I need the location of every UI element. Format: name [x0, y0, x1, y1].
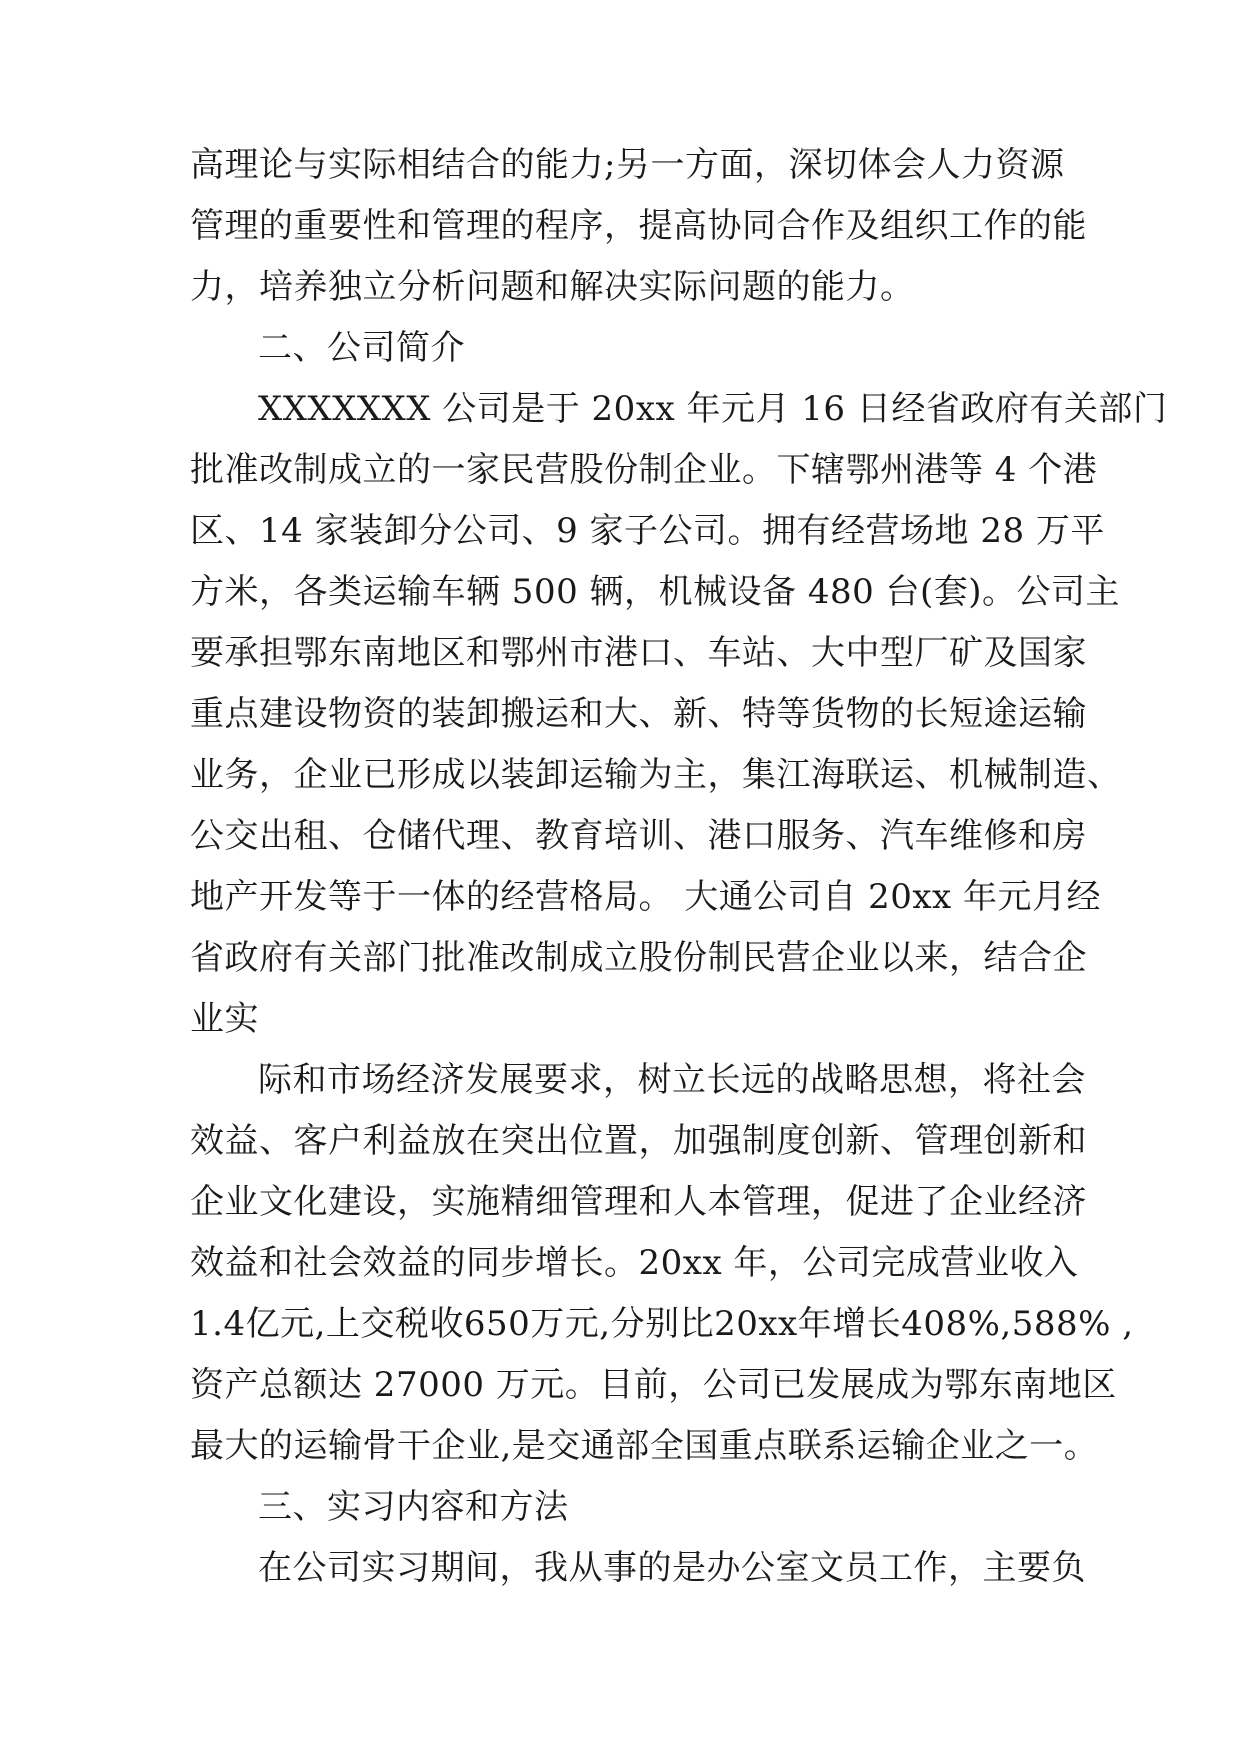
paragraph-line: 地产开发等于一体的经营格局。 大通公司自 20xx 年元月经: [190, 877, 1102, 917]
paragraph-line: 最大的运输骨干企业,是交通部全国重点联系运输企业之一。: [190, 1426, 1099, 1466]
paragraph-line: 效益、客户利益放在突出位置，加强制度创新、管理创新和: [190, 1121, 1087, 1161]
paragraph-line: 要承担鄂东南地区和鄂州市港口、车站、大中型厂矿及国家: [190, 633, 1087, 673]
paragraph-line: 重点建设物资的装卸搬运和大、新、特等货物的长短途运输: [190, 694, 1087, 734]
paragraph-line: 公交出租、仓储代理、教育培训、港口服务、汽车维修和房: [190, 816, 1087, 856]
section-heading: 三、实习内容和方法: [258, 1487, 569, 1527]
paragraph-line: 批准改制成立的一家民营股份制企业。下辖鄂州港等 4 个港: [190, 450, 1098, 490]
paragraph-line: 省政府有关部门批准改制成立股份制民营企业以来，结合企: [190, 938, 1087, 978]
paragraph-line: 际和市场经济发展要求，树立长远的战略思想，将社会: [258, 1060, 1086, 1100]
paragraph-line: 企业文化建设，实施精细管理和人本管理，促进了企业经济: [190, 1182, 1087, 1222]
paragraph-line: 资产总额达 27000 万元。目前，公司已发展成为鄂东南地区: [190, 1365, 1117, 1405]
paragraph-line: 效益和社会效益的同步增长。20xx 年，公司完成营业收入: [190, 1243, 1079, 1283]
paragraph-line: 区、14 家装卸分公司、9 家子公司。拥有经营场地 28 万平: [190, 511, 1105, 551]
paragraph-line: 高理论与实际相结合的能力;另一方面，深切体会人力资源: [190, 145, 1065, 185]
paragraph-line: XXXXXXX 公司是于 20xx 年元月 16 日经省政府有关部门: [258, 389, 1168, 429]
paragraph-line: 业务，企业已形成以装卸运输为主，集江海联运、机械制造、: [190, 755, 1122, 795]
body-text: [190, 135, 1168, 1599]
paragraph-line: 在公司实习期间，我从事的是办公室文员工作，主要负: [258, 1548, 1086, 1588]
paragraph-line: 业实: [190, 999, 259, 1039]
paragraph-line: 方米，各类运输车辆 500 辆，机械设备 480 台(套)。公司主: [190, 572, 1121, 612]
paragraph-line: 力，培养独立分析问题和解决实际问题的能力。: [190, 267, 915, 307]
section-heading: 二、公司简介: [258, 328, 465, 368]
paragraph-line: 1.4亿元,上交税收650万元,分别比20xx年增长408%,588% ,: [190, 1304, 1134, 1344]
paragraph-line: 管理的重要性和管理的程序，提高协同合作及组织工作的能: [190, 206, 1087, 246]
